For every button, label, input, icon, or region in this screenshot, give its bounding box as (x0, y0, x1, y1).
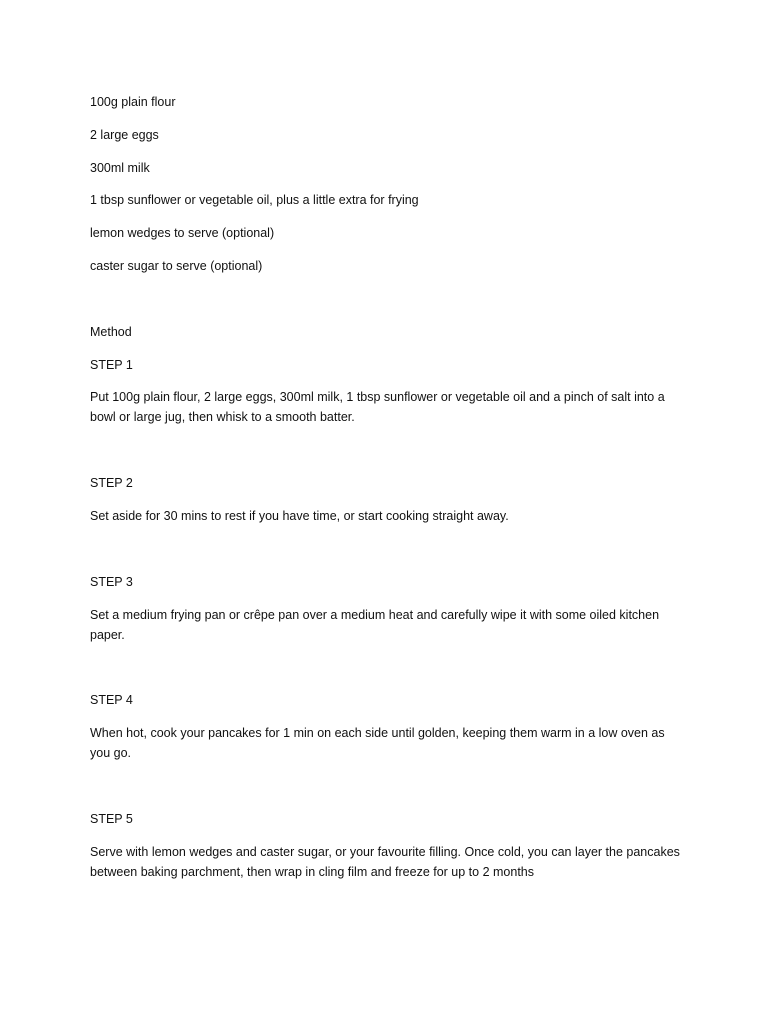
step-label: STEP 1 (90, 358, 133, 372)
step-text: Serve with lemon wedges and caster sugar, or your favourite filling. Once cold, you can layer the pancakes between baking parchment, then wrap in cling film and freeze for up to 2 months (90, 845, 680, 879)
ingredient-line: lemon wedges to serve (optional) (90, 226, 275, 240)
step-label: STEP 5 (90, 812, 133, 826)
step-label: STEP 4 (90, 693, 133, 707)
ingredient-line: 300ml milk (90, 161, 150, 175)
step-label: STEP 2 (90, 476, 133, 490)
step-text: Set a medium frying pan or crêpe pan over a medium heat and carefully wipe it with some oiled kitchen paper. (90, 608, 660, 642)
ingredient-line: 100g plain flour (90, 95, 176, 109)
ingredient-line: caster sugar to serve (optional) (90, 259, 263, 273)
ingredient-line: 2 large eggs (90, 128, 159, 142)
ingredient-line: 1 tbsp sunflower or vegetable oil, plus a little extra for frying (90, 193, 419, 207)
step-text: When hot, cook your pancakes for 1 min on each side until golden, keeping them warm in a low oven as you go. (90, 726, 665, 760)
step-text: Put 100g plain flour, 2 large eggs, 300ml milk, 1 tbsp sunflower or vegetable oil and a pinch of salt into a bowl or large jug, then whisk to a smooth batter. (90, 390, 665, 424)
step-text: Set aside for 30 mins to rest if you have time, or start cooking straight away. (90, 509, 509, 523)
method-heading: Method (90, 325, 132, 339)
step-label: STEP 3 (90, 575, 133, 589)
